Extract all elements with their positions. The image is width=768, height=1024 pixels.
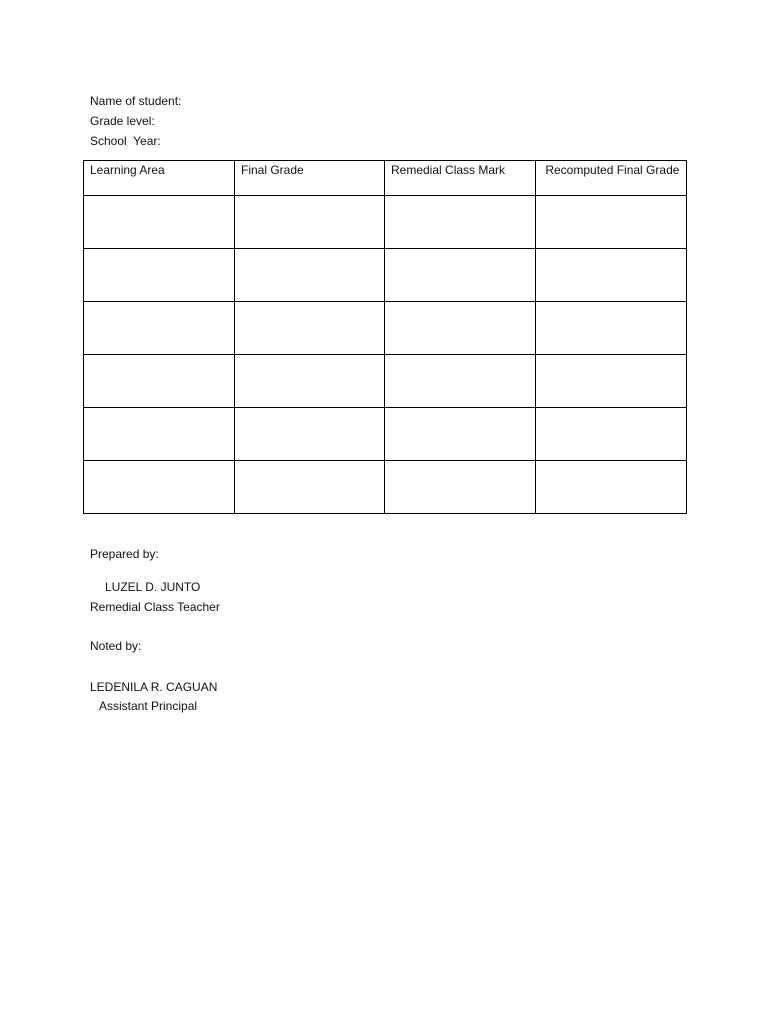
table-cell <box>235 302 385 355</box>
table-cell <box>385 461 536 514</box>
noted-by-label: Noted by: <box>90 639 142 653</box>
header-remedial-class-mark: Remedial Class Mark <box>385 161 536 196</box>
table-cell <box>235 196 385 249</box>
student-name-label: Name of student: <box>90 94 182 108</box>
table-cell <box>235 355 385 408</box>
table-cell <box>385 249 536 302</box>
table-header-row <box>84 161 687 196</box>
table-cell <box>235 461 385 514</box>
table-cell <box>235 249 385 302</box>
teacher-title: Remedial Class Teacher <box>90 600 220 614</box>
table-cell <box>385 302 536 355</box>
table-cell <box>385 196 536 249</box>
table-cell <box>536 408 687 461</box>
header-final-grade: Final Grade <box>235 161 385 196</box>
principal-title: Assistant Principal <box>99 699 198 713</box>
table-cell <box>84 408 235 461</box>
table-cell <box>536 249 687 302</box>
table-row <box>84 408 687 461</box>
table-cell <box>536 196 687 249</box>
prepared-by-label: Prepared by: <box>90 547 159 561</box>
grades-table <box>83 160 687 514</box>
table-cell <box>385 408 536 461</box>
table-cell <box>84 249 235 302</box>
table-row <box>84 355 687 408</box>
table-cell <box>536 302 687 355</box>
table-row <box>84 249 687 302</box>
table-cell <box>84 196 235 249</box>
table-row <box>84 196 687 249</box>
header-learning-area: Learning Area <box>84 161 235 196</box>
table-cell <box>235 408 385 461</box>
table-cell <box>84 461 235 514</box>
table-row <box>84 302 687 355</box>
teacher-name: LUZEL D. JUNTO <box>105 580 201 594</box>
school-year-label: School Year: <box>90 134 161 148</box>
table-cell <box>536 461 687 514</box>
table-cell <box>84 302 235 355</box>
table-row <box>84 461 687 514</box>
table-cell <box>84 355 235 408</box>
grade-level-label: Grade level: <box>90 114 155 128</box>
principal-name: LEDENILA R. CAGUAN <box>90 680 218 694</box>
header-recomputed-final-grade: Recomputed Final Grade <box>536 161 687 196</box>
table-cell <box>536 355 687 408</box>
table-cell <box>385 355 536 408</box>
